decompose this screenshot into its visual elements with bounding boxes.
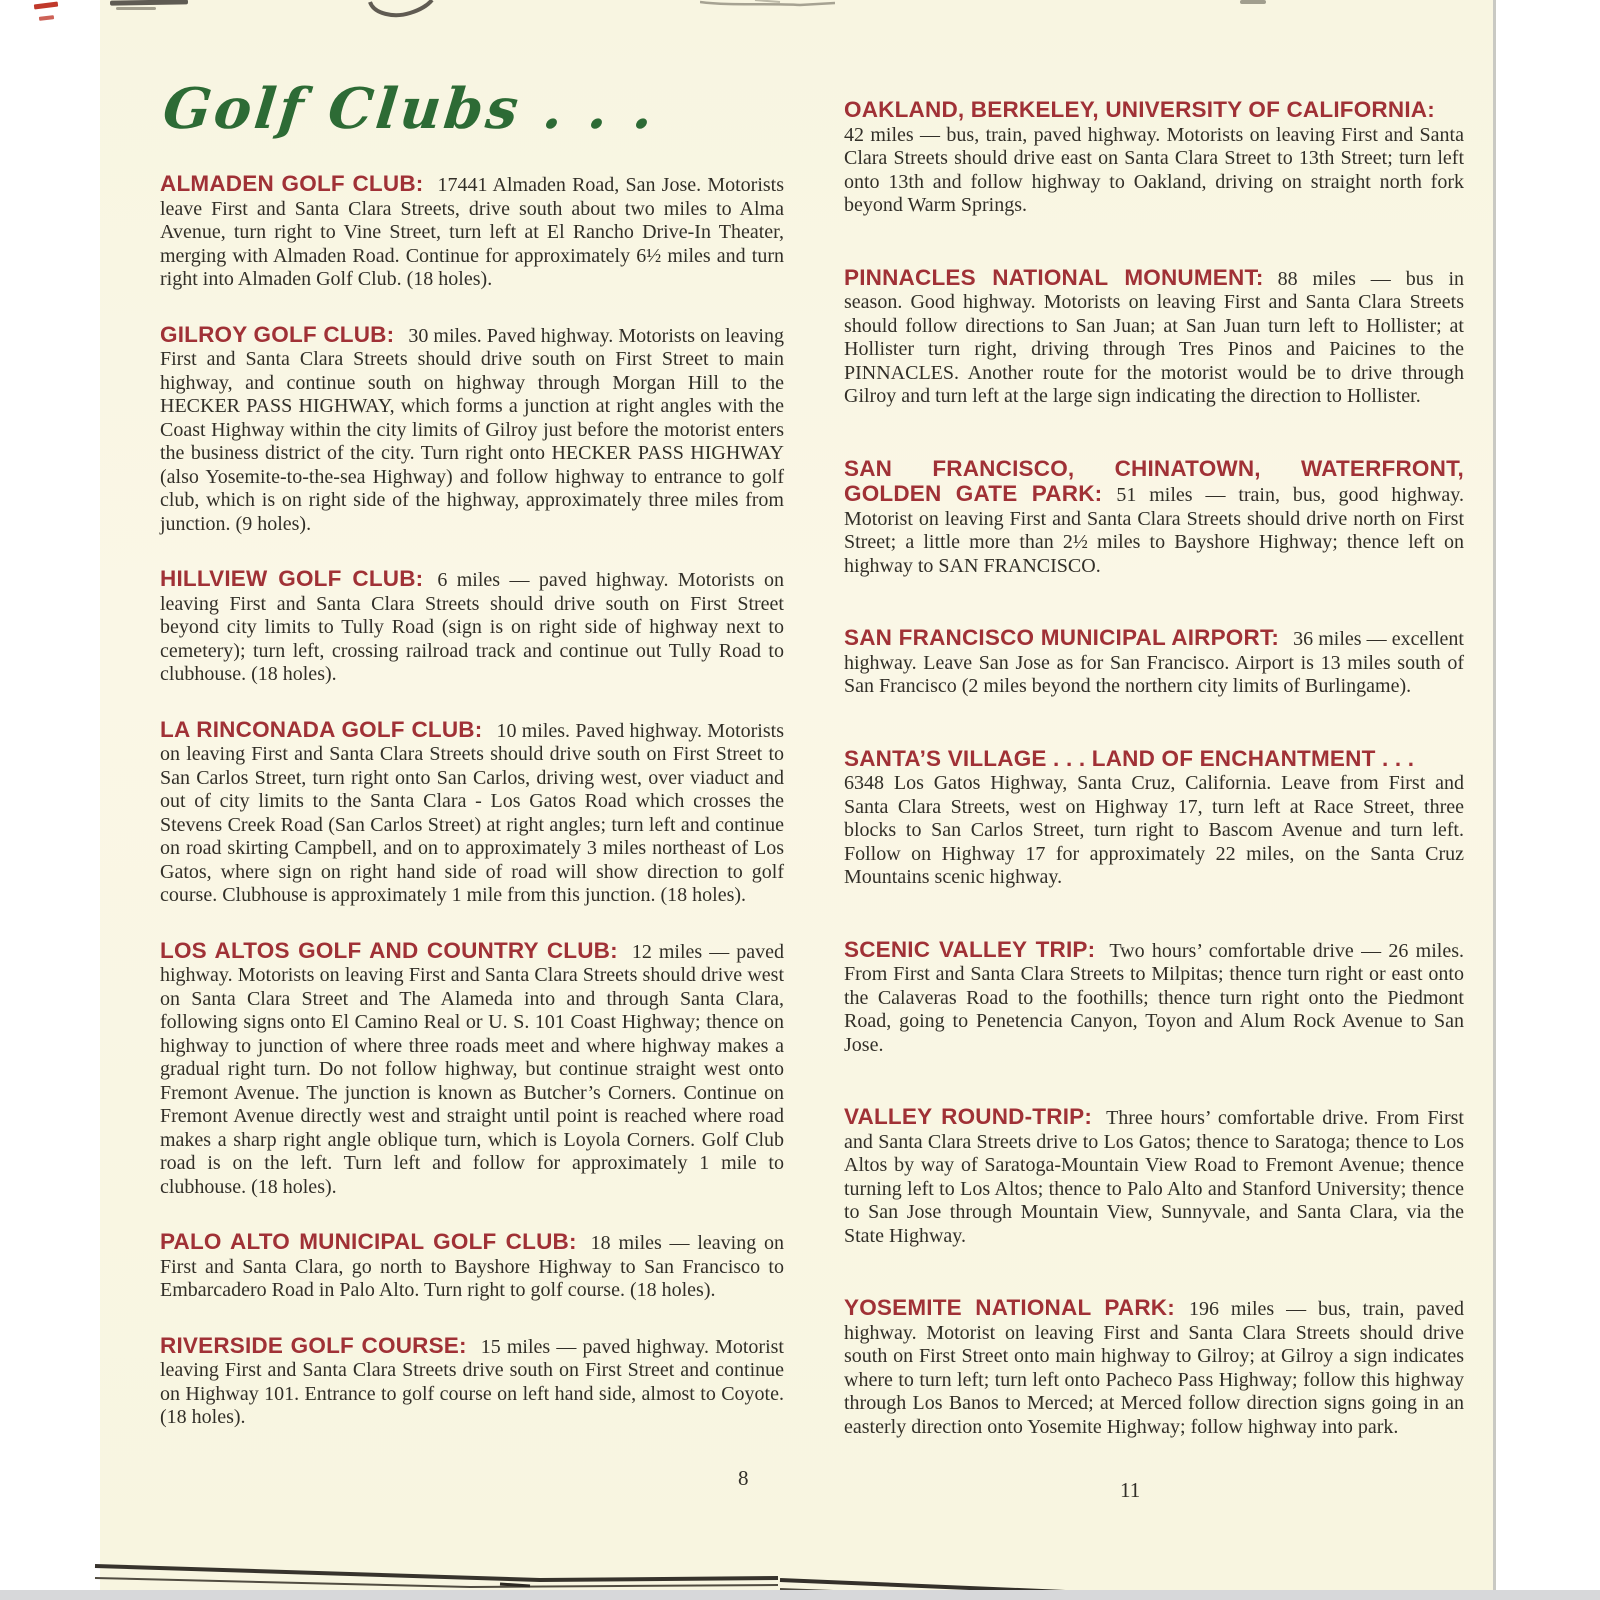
right-column xyxy=(844,98,1464,1439)
scan-artifact-red-mark xyxy=(39,15,54,21)
scan-artifact-top-smudge xyxy=(116,7,156,10)
entry-valley-round-trip xyxy=(844,1105,1464,1248)
page-right-edge xyxy=(1493,0,1496,1590)
entry-heading: RIVERSIDE GOLF COURSE: xyxy=(160,1332,467,1358)
entry-la-rinconada-golf-club xyxy=(160,718,784,908)
entry-heading: LA RINCONADA GOLF CLUB: xyxy=(160,716,483,742)
entry-yosemite-national-park xyxy=(844,1296,1464,1439)
page-number-right: 11 xyxy=(1120,1478,1141,1502)
entry-heading: SAN FRANCISCO MUNICIPAL AIRPORT: xyxy=(844,625,1280,650)
brochure-paper-sheet xyxy=(100,0,1493,1590)
entry-text: 36 miles — excellent highway. Leave San Jose as for San Francisco. Airport is 13 miles south of San Francisco (2 miles beyond the northern city limits of Burlingame). xyxy=(844,628,1464,697)
scan-background-strip xyxy=(0,1590,1600,1600)
entry-oakland-berkeley-university-of-california xyxy=(844,98,1464,218)
entry-text: 88 miles — bus in season. Good highway. Motorists on leaving First and Santa Clara Streets should follow directions to San Juan; at San Juan turn left to Hollister; at Hollister turn right, driving through Tres Pinos and Paicines to the PINNACLES. Another route for the motorist would be to drive through Gilroy and turn left at the large sign indicating the direction to Hollister. xyxy=(844,267,1465,407)
entry-san-francisco-municipal-airport xyxy=(844,626,1464,699)
entry-heading: GILROY GOLF CLUB: xyxy=(160,321,395,347)
entry-text: 42 miles — bus, train, paved highway. Motorists on leaving First and Santa Clara Streets should drive east on Santa Clara Street to 13th Street; turn left onto 13th and follow highway to Oakland, driving on straight north fork beyond Warm Springs. xyxy=(844,123,1464,216)
entry-heading: SAN FRANCISCO, CHINATOWN, WATERFRONT, GOLDEN GATE PARK: xyxy=(844,455,1464,506)
entry-heading: VALLEY ROUND-TRIP: xyxy=(844,1104,1093,1129)
entry-text: Two hours’ comfortable drive — 26 miles. From First and Santa Clara Streets to Milpitas; thence turn right or east onto the Calaveras Road to the foothills; thence turn right onto the Piedmont Road, going to Penetencia Canyon, Toyon and Alum Rock Avenue to San Jose. xyxy=(844,939,1464,1056)
entry-hillview-golf-club xyxy=(160,567,784,687)
scan-artifact-arc xyxy=(368,0,434,18)
entry-almaden-golf-club xyxy=(160,172,784,292)
entry-san-francisco-chinatown-waterfront-golden-gate-park xyxy=(844,457,1464,579)
entry-heading: OAKLAND, BERKELEY, UNIVERSITY OF CALIFORNIA: xyxy=(844,97,1435,122)
entry-heading: SCENIC VALLEY TRIP: xyxy=(844,936,1096,962)
entry-text: 18 miles — leaving on First and Santa Clara, go north to Bayshore Highway to San Francisco to Embarcadero Road in Palo Alto. Turn right to golf course. (18 holes). xyxy=(160,1232,784,1301)
entry-heading: PALO ALTO MUNICIPAL GOLF CLUB: xyxy=(160,1229,577,1254)
entry-text: 196 miles — bus, train, paved highway. Motorist on leaving First and Santa Clara Streets should drive south on First Street onto main highway to Gilroy; at Gilroy a sign indicates where to turn left; turn left onto Pacheco Pass Highway; follow this highway through Los Banos to Merced; at Merced follow direction signs going in an easterly direction onto Yosemite Highway; follow highway into park. xyxy=(844,1298,1464,1438)
page-title: Golf Clubs . . . xyxy=(160,76,660,142)
entry-santas-village-land-of-enchantment xyxy=(844,747,1464,890)
entry-text: 17441 Almaden Road, San Jose. Motorists leave First and Santa Clara Streets, drive south about two miles to Alma Avenue, turn right to Vine Street, turn left at El Rancho Drive-In Theater, merging with Almaden Road. Continue for approximately 6½ miles and turn right into Almaden Golf Club. (18 holes). xyxy=(160,174,784,290)
entry-heading: PINNACLES NATIONAL MONUMENT: xyxy=(844,264,1264,290)
entry-heading: ALMADEN GOLF CLUB: xyxy=(160,171,424,196)
left-column xyxy=(160,76,784,1430)
entry-text: 51 miles — train, bus, good highway. Motorist on leaving First and Santa Clara Streets should drive north on First Street; a little more than 2½ miles to Bayshore Highway; thence left on highway to SAN FRANCISCO. xyxy=(844,484,1465,577)
entry-text: 30 miles. Paved highway. Motorists on leaving First and Santa Clara Streets should drive south on First Street to main highway, and continue south on highway through Morgan Hill to the HECKER PASS HIGHWAY, which forms a junction at right angles with the Coast Highway within the city limits of Gilroy just before the motorist enters the business district of the city. Turn right onto HECKER PASS HIGHWAY (also Yosemite-to-the-sea Highway) and follow highway to entrance to golf club, which is on right side of the highway, approximately three miles from junction. (9 holes). xyxy=(160,324,784,535)
page-number-left: 8 xyxy=(738,1466,749,1490)
entry-heading: YOSEMITE NATIONAL PARK: xyxy=(844,1295,1175,1320)
entry-pinnacles-national-monument xyxy=(844,266,1464,409)
entry-text: 6 miles — paved highway. Motorists on leaving First and Santa Clara Streets should drive south on First Street beyond city limits to Tully Road (sign is on right side of highway next to cemetery); turn left, crossing railroad track and continue out Tully Road to clubhouse. (18 holes). xyxy=(160,569,784,685)
scan-artifact-red-mark xyxy=(34,2,58,10)
entry-text: Three hours’ comfortable drive. From First and Santa Clara Streets drive to Los Gatos; thence to Saratoga; thence to Los Altos by way of Saratoga-Mountain View Road to Fremont Avenue; thence turning left to Los Altos; thence to Palo Alto and Stanford University; thence to San Jose through Mountain View, Sunnyvale, and Santa Clara, via the State Highway. xyxy=(844,1107,1464,1247)
entry-palo-alto-municipal-golf-club xyxy=(160,1230,784,1303)
entry-riverside-golf-course xyxy=(160,1334,784,1430)
entry-heading: LOS ALTOS GOLF AND COUNTRY CLUB: xyxy=(160,937,618,963)
entry-text: 6348 Los Gatos Highway, Santa Cruz, California. Leave from First and Santa Clara Streets, west on Highway 17, turn left at Race Street, three blocks to San Carlos Street, turn right to Bascom Avenue and turn left. Follow on Highway 17 for approximately 22 miles, on the Santa Cruz Mountains scenic highway. xyxy=(844,772,1464,888)
entry-text: 12 miles — paved highway. Motorists on leaving First and Santa Clara Streets should drive west on Santa Clara Street and The Alameda into and through Santa Clara, following signs onto El Camino Real or U. S. 101 Coast Highway; thence on highway to junction of where three roads meet and where highway makes a gradual right turn. Do not follow highway, but continue straight west onto Fremont Avenue. The junction is known as Butcher’s Corners. Continue on Fremont Avenue directly west and straight until point is reached where road makes a sharp right angle oblique turn, which is Loyola Corners. Golf Club road is on the left. Turn left and follow for approximately 1 mile to clubhouse. (18 holes). xyxy=(160,940,784,1198)
entry-scenic-valley-trip xyxy=(844,938,1464,1058)
entry-los-altos-golf-and-country-club xyxy=(160,939,784,1200)
scan-artifact-top-smudge xyxy=(700,0,835,9)
entry-heading: HILLVIEW GOLF CLUB: xyxy=(160,566,424,591)
entry-text: 10 miles. Paved highway. Motorists on leaving First and Santa Clara Streets should drive south on First Street to San Carlos Street, turn right onto San Carlos, driving west, over viaduct and out of city limits to the Santa Clara - Los Gatos Road which crosses the Stevens Creek Road (San Carlos Street) at right angles; turn left and continue on road skirting Campbell, and on to approximately 3 miles northeast of Los Gatos, where sign on right hand side of road will show direction to golf course. Clubhouse is approximately 1 mile from this junction. (18 holes). xyxy=(160,719,784,906)
entry-text: 15 miles — paved highway. Motorist leaving First and Santa Clara Streets drive south on First Street and continue on Highway 101. Entrance to golf course on left hand side, almost to Coyote. (18 holes). xyxy=(160,1335,784,1428)
entry-gilroy-golf-club xyxy=(160,323,784,537)
scan-artifact-top-smudge xyxy=(1240,0,1266,4)
entry-heading: SANTA’S VILLAGE . . . LAND OF ENCHANTMENT . . . xyxy=(844,745,1415,771)
